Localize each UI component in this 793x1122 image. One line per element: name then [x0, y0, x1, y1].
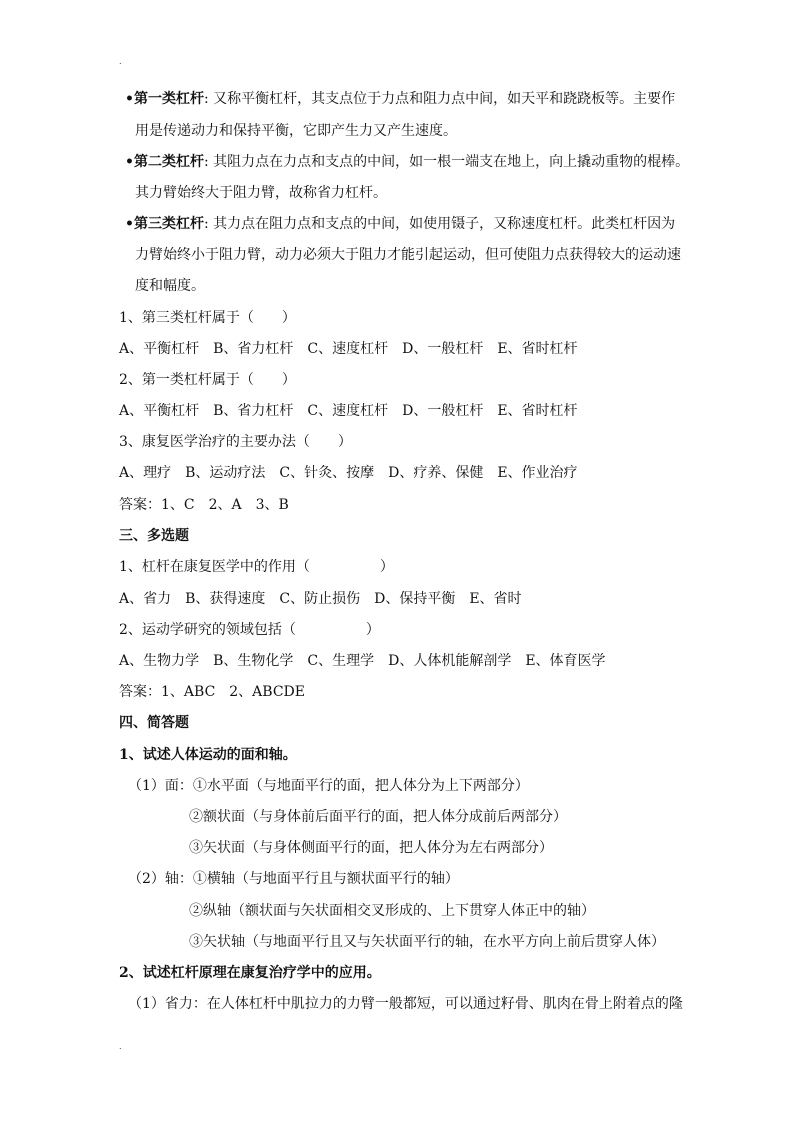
lever-desc: : 又称平衡杠杆，其支点位于力点和阻力点中间，如天平和跷跷板等。主要作 — [203, 91, 676, 107]
lever-desc-cont: 度和幅度。 — [135, 278, 205, 294]
lever-term: 第一类杠杆 — [133, 91, 204, 107]
axis-line: （2）轴：①横轴（与地面平行且与额状面平行的轴） — [128, 871, 459, 887]
options-2: A、平衡杠杆 B、省力杠杆 C、速度杠杆 D、一般杠杆 E、省时杠杆 — [119, 403, 578, 419]
section-heading-short: 四、简答题 — [119, 715, 189, 731]
single-choice-answer: 答案：1、C 2、A 3、B — [119, 497, 289, 513]
axis-line: ③矢状轴（与地面平行且又与矢状面平行的轴，在水平方向上前后贯穿人体） — [189, 934, 665, 950]
multi-options-2: A、生物力学 B、生物化学 C、生理学 D、人体机能解剖学 E、体育医学 — [119, 653, 606, 669]
short-answer-2-line: （1）省力：在人体杠杆中肌拉力的力臂一般都短，可以通过籽骨、肌肉在骨上附着点的隆 — [128, 996, 683, 1012]
question-1: 1、第三类杠杆属于（ ） — [119, 310, 296, 326]
question-3: 3、康复医学治疗的主要办法（ ） — [119, 434, 352, 450]
options-3: A、理疗 B、运动疗法 C、针灸、按摩 D、疗养、保健 E、作业治疗 — [119, 465, 578, 481]
multi-question-2: 2、运动学研究的领域包括（ ） — [119, 622, 380, 638]
lever-desc: : 其力点在阻力点和支点的中间，如使用镊子，又称速度杠杆。此类杠杆因为 — [203, 216, 676, 232]
options-1: A、平衡杠杆 B、省力杠杆 C、速度杠杆 D、一般杠杆 E、省时杠杆 — [119, 341, 578, 357]
lever-desc-cont: 其力臂始终大于阻力臂，故称省力杠杆。 — [135, 185, 387, 201]
lever-desc-cont: 用是传递动力和保持平衡，它即产生力又产生速度。 — [135, 123, 457, 139]
short-question-2: 2、试述杠杆原理在康复治疗学中的应用。 — [119, 965, 381, 981]
lever-term: 第二类杠杆 — [133, 154, 204, 170]
lever-term: 第三类杠杆 — [133, 216, 204, 232]
bullet: • — [125, 154, 134, 170]
multi-options-1: A、省力 B、获得速度 C、防止损伤 D、保持平衡 E、省时 — [119, 591, 522, 607]
question-2: 2、第一类杠杆属于（ ） — [119, 372, 296, 388]
page-top-mark: . — [119, 57, 122, 66]
bullet: • — [125, 216, 134, 232]
page-bottom-mark: . — [119, 1042, 122, 1051]
multi-choice-answer: 答案：1、ABC 2、ABCDE — [119, 684, 305, 700]
bullet: • — [125, 91, 134, 107]
plane-line: ③矢状面（与身体侧面平行的面，把人体分为左右两部分） — [189, 840, 553, 856]
axis-line: ②纵轴（额状面与矢状面相交叉形成的、上下贯穿人体正中的轴） — [189, 903, 595, 919]
lever-desc: : 其阻力点在力点和支点的中间，如一根一端支在地上，向上撬动重物的棍棒。 — [203, 154, 690, 170]
plane-line: （1）面：①水平面（与地面平行的面，把人体分为上下两部分） — [128, 778, 529, 794]
short-question-1: 1、试述人体运动的面和轴。 — [119, 747, 297, 763]
section-heading-multi: 三、多选题 — [119, 528, 189, 544]
multi-question-1: 1、杠杆在康复医学中的作用（ ） — [119, 559, 394, 575]
plane-line: ②额状面（与身体前后面平行的面，把人体分成前后两部分） — [189, 809, 567, 825]
lever-desc-cont: 力臂始终小于阻力臂，动力必须大于阻力才能引起运动，但可使阻力点获得较大的运动速 — [135, 247, 681, 263]
